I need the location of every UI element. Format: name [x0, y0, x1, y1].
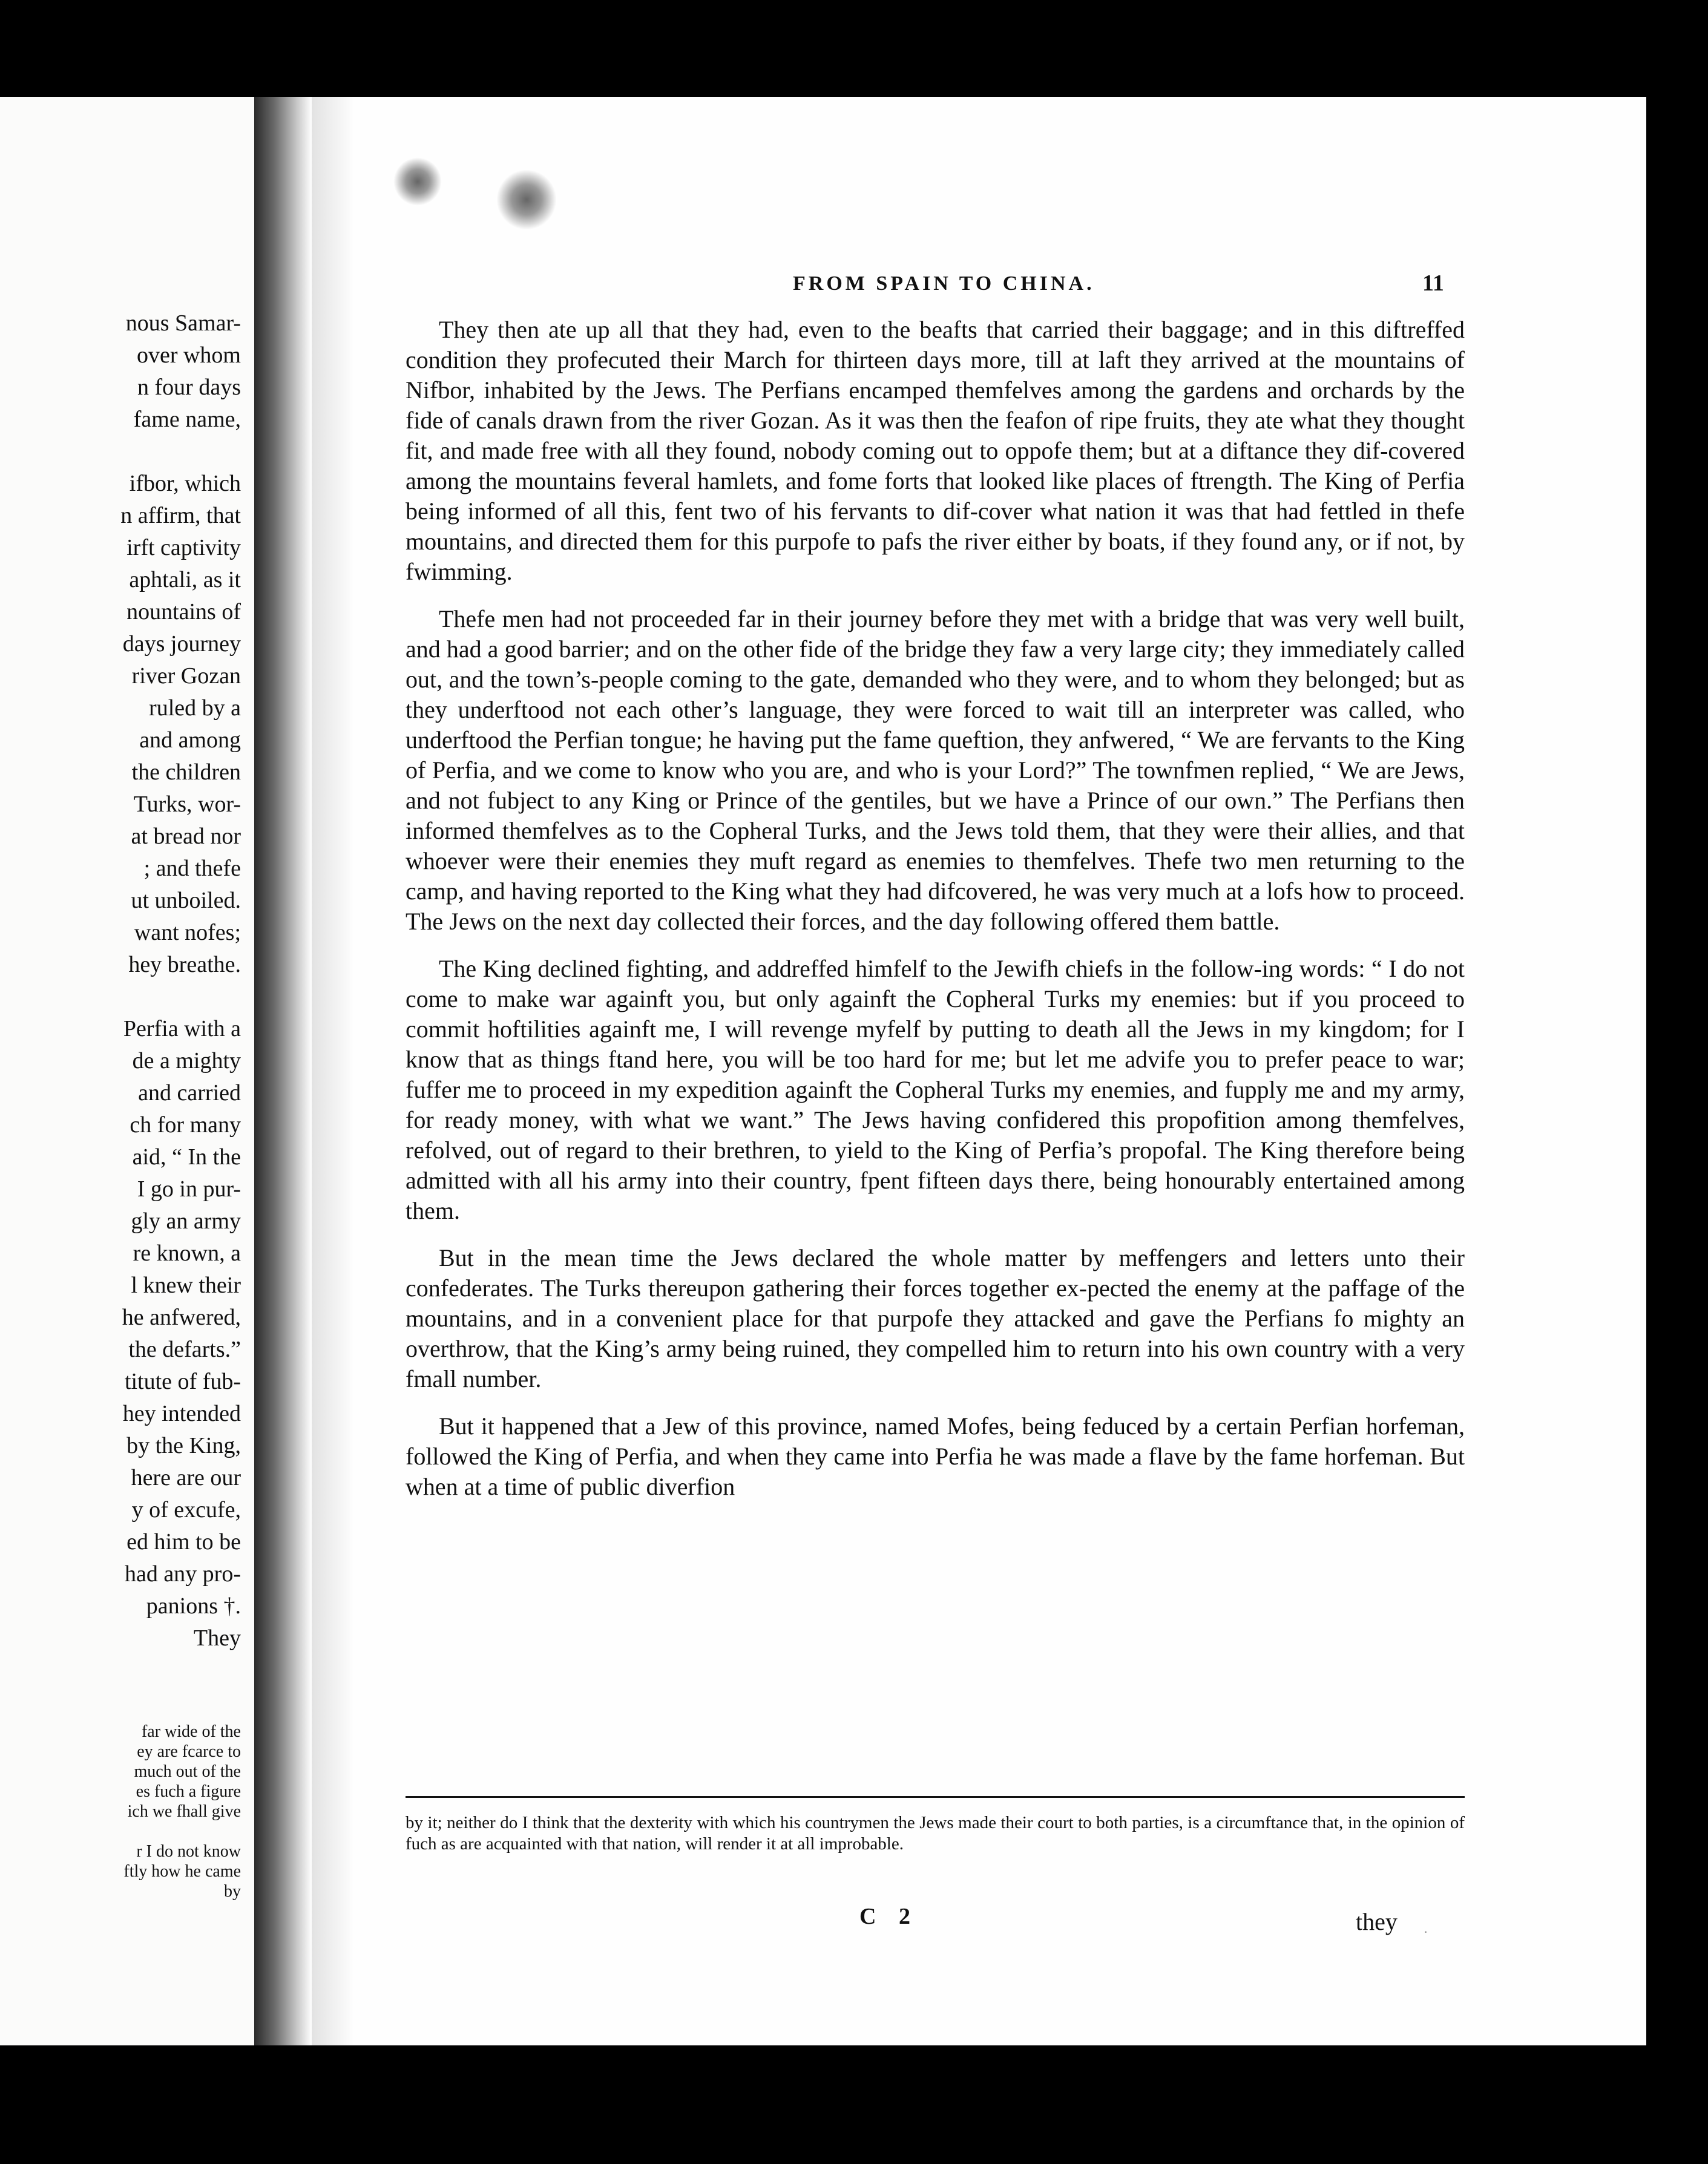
left-page-line: n four days	[137, 375, 241, 400]
paragraph: They then ate up all that they had, even to the beafts that carried their baggage; and in this diftreffed condition they profecuted their March for thirteen days more, till at laft they arrived at the mountains of Nifbor, inhabited by the Jews. The Perfians encamped themfelves among the gardens and orchards by the fide of canals drawn from the river Gozan. As it was then the feafon of ripe fruits, they ate what they thought fit, and made free with all they found, nobody coming out to oppofe them; but at a diftance they dif-covered among the mountains feveral hamlets, and fome forts that looked like places of ftrength. The King of Perfia being informed of all this, fent two of his fervants to dif-cover what nation it was that had fettled in thefe mountains, and directed them for this purpofe to pafs the river either by boats, if they found any, or if not, by fwimming.	[406, 316, 1465, 585]
left-page-line: fame name,	[133, 407, 241, 432]
left-page-line: l knew their	[131, 1273, 241, 1298]
left-page-line	[23, 1821, 241, 1841]
footnote: by it; neither do I think that the dexterity with which his countrymen the Jews made their court to both parties, is a circumftance that, in the opinion of fuch as are acquainted with that nation, will render it at all improbable.	[406, 1813, 1465, 1854]
left-page-line: aphtali, as it	[129, 567, 241, 592]
left-page-footnotes	[23, 1722, 241, 1901]
left-page-line: far wide of the	[141, 1722, 241, 1741]
left-page-line: ruled by a	[149, 695, 241, 721]
book-gutter	[254, 97, 312, 2045]
left-page-line: hey intended	[122, 1401, 241, 1426]
left-page-line: over whom	[136, 343, 241, 368]
left-page-line: titute of fub-	[124, 1369, 241, 1394]
left-facing-page	[0, 97, 254, 2045]
paragraph: Thefe men had not proceeded far in their journey before they met with a bridge that was very well built, and had a good barrier; and on the other fide of the bridge they faw a very large city; they immediately called out, and the town’s-people coming to the gate, demanded who they were, and to whom they belonged; but as they underftood not each other’s language, they were forced to wait till an interpreter was called, who underftood the Perfian tongue; he having put the fame queftion, they anfwered, “ We are fervants to the King of Perfia, and we come to know who you are, and who is your Lord?” The townfmen replied, “ We are Jews, and not fubject to any King or Prince of the gentiles, but we have a Prince of our own.” The Perfians then informed themfelves as to the Copheral Turks, and the Jews told them, that they were their allies, and that whoever were their enemies they muft regard as enemies to themfelves. Thefe two men returning to the camp, and having reported to the King what they had difcovered, he was very much at a lofs how to proceed. The Jews on the next day collected their forces, and the day following offered them battle.	[406, 605, 1465, 935]
left-page-line: and among	[139, 727, 241, 753]
left-page-line: much out of the	[134, 1762, 241, 1781]
left-page-line: aid, “ In the	[132, 1144, 241, 1170]
left-page-line: ey are fcarce to	[137, 1742, 241, 1761]
left-page-line: the defarts.”	[128, 1337, 241, 1362]
left-page-line: he anfwered,	[122, 1305, 241, 1330]
footnote-rule	[406, 1796, 1465, 1798]
paragraph: But in the mean time the Jews declared the whole matter by meffengers and letters unto their confederates. The Turks thereupon gathering their forces together ex-pected the enemy at the paffage of the mountains, and in a convenient place for that purpofe they attacked and gave the Perfians fo mighty an overthrow, that the King’s army being ruined, they compelled him to return into his own country with a very fmall number.	[406, 1244, 1465, 1392]
left-page-line: by the King,	[126, 1433, 241, 1458]
left-page-line: de a mighty	[132, 1048, 241, 1074]
left-page-line: by	[224, 1882, 241, 1901]
left-page-line	[23, 981, 241, 1013]
main-page	[254, 97, 1646, 2045]
left-page-line: ; and thefe	[143, 856, 241, 881]
left-page-line: irft captivity	[126, 535, 241, 560]
signature-mark: C 2	[859, 1904, 919, 1929]
left-page-line: ftly how he came	[123, 1862, 241, 1881]
left-page-line: gly an army	[131, 1208, 241, 1234]
left-page-line: re known, a	[133, 1241, 241, 1266]
left-page-line: ed him to be	[126, 1529, 241, 1555]
page-number: 11	[1422, 270, 1444, 296]
left-page-line: n affirm, that	[120, 503, 241, 528]
left-page-line: hey breathe.	[128, 952, 241, 977]
ink-blot	[393, 157, 442, 206]
left-page-line	[23, 436, 241, 468]
paragraph: But it happened that a Jew of this province, named Mofes, being feduced by a certain Perfian horfeman, followed the King of Perfia, and when they came into Perfia he was made a flave by the fame horfeman. But when at a time of public diverfion	[406, 1412, 1465, 1500]
left-page-line: Turks, wor-	[133, 792, 241, 817]
left-page-line: nous Samar-	[125, 310, 241, 336]
catchword: they	[1356, 1908, 1398, 1935]
left-page-line: days journey	[122, 631, 241, 657]
left-page-text	[23, 307, 241, 1654]
left-page-line: They	[193, 1625, 241, 1651]
left-page-line: river Gozan	[131, 663, 241, 689]
body-text	[406, 315, 1465, 1519]
left-page-line: at bread nor	[131, 824, 241, 849]
left-page-line: I go in pur-	[137, 1176, 241, 1202]
left-page-line: ifbor, which	[129, 471, 241, 496]
left-page-line: ch for many	[130, 1112, 241, 1138]
left-page-line: the children	[131, 759, 241, 785]
left-page-line: here are our	[131, 1465, 241, 1490]
left-page-line: y of excufe,	[131, 1497, 241, 1523]
running-head: FROM SPAIN TO CHINA.	[793, 272, 1095, 295]
gutter-shadow	[312, 97, 354, 2045]
left-page-line: nountains of	[126, 599, 241, 625]
left-page-line: want nofes;	[134, 920, 241, 945]
left-page-line: ut unboiled.	[131, 888, 241, 913]
left-page-line: r I do not know	[136, 1842, 241, 1861]
paragraph: The King declined fighting, and addreffed himfelf to the Jewifh chiefs in the follow-ing words: “ I do not come to make war againft you, but only againft the Copheral Turks my enemies: but if you proceed to commit hoftilities againft me, I will revenge myfelf by putting to death all the Jews in my kingdom; for I know that as things ftand here, you will be too hard for me; but let me advife you to prefer peace to war; fuffer me to proceed in my expedition againft the Copheral Turks my enemies, and fupply me and my army, for ready money, with what we want.” The Jews having confidered this propofition among themfelves, refolved, out of regard to their brethren, to yield to the King of Perfia’s propofal. The King therefore being admitted with all his army into their country, fpent fifteen days there, being honourably entertained among them.	[406, 955, 1465, 1224]
left-page-line: had any pro-	[124, 1561, 241, 1587]
left-page-line: panions †.	[146, 1593, 241, 1619]
left-page-line: es fuch a figure	[136, 1782, 241, 1801]
left-page-line: Perfia with a	[123, 1016, 241, 1041]
page-speck: ·	[1424, 1924, 1428, 1939]
left-page-line: ich we fhall give	[127, 1802, 241, 1821]
left-page-line: and carried	[138, 1080, 241, 1106]
ink-blot	[496, 169, 557, 230]
